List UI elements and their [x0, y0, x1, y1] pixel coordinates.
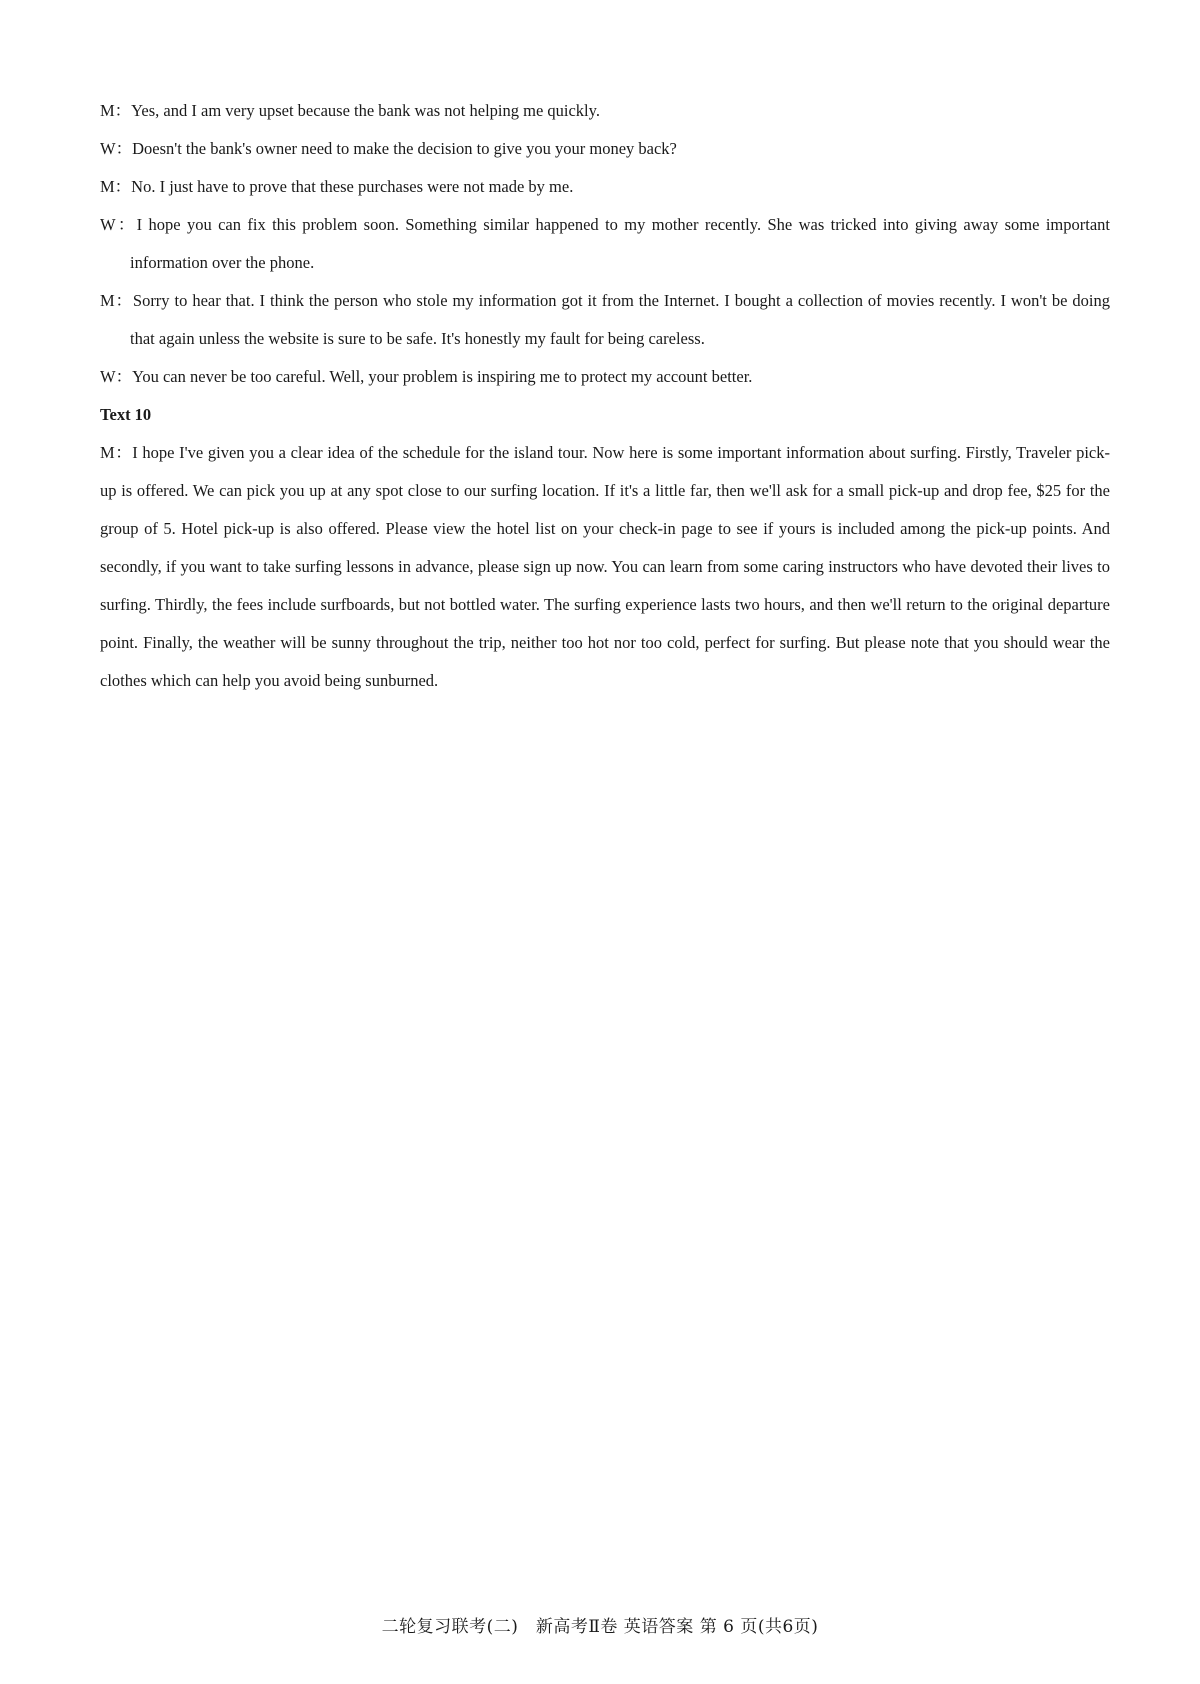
speech-text: No. I just have to prove that these purchases were not made by me. — [131, 177, 574, 196]
section-heading: Text 10 — [100, 405, 152, 424]
speech-text: I hope you can fix this problem soon. Something similar happened to my mother recently. She was tricked into giving away some important information over the phone. — [130, 215, 1111, 272]
speaker-label: W： — [100, 367, 133, 386]
speaker-label: M： — [100, 291, 133, 310]
speech-text: Doesn't the bank's owner need to make the decision to give you your money back? — [132, 139, 677, 158]
speech-text: You can never be too careful. Well, your problem is inspiring me to protect my account better. — [132, 367, 753, 386]
speaker-label: M： — [100, 443, 133, 462]
speaker-label: M： — [100, 101, 132, 120]
monologue-text: I hope I've given you a clear idea of the schedule for the island tour. Now here is some important information about surfing. Firstly, Traveler pick-up is offered. We can pick you up at any spot close to our surfing location. If it's a little far, then we'll ask for a small pick-up and drop fee, $25 for the group of 5. Hotel pick-up is also offered. Please view the hotel list on your check-in page to see if yours is included among the pick-up points. And secondly, if you want to take surfing lessons in advance, please sign up now. You can learn from some caring instructors who have devoted their lives to surfing. Thirdly, the fees include surfboards, but not bottled water. The surfing experience lasts two hours, and then we'll return to the original departure point. Finally, the weather will be sunny throughout the trip, neither too hot nor too cold, perfect for surfing. But please note that you should wear the clothes which can help you avoid being sunburned. — [100, 443, 1110, 690]
speech-text: Sorry to hear that. I think the person who stole my information got it from the Internet. I bought a collection of movies recently. I won't be doing that again unless the website is sure to be safe. It's honestly my fault for being careless. — [130, 291, 1111, 348]
speaker-label: W： — [100, 215, 137, 234]
dialogue-line — [100, 206, 1110, 282]
dialogue-line — [100, 130, 1110, 168]
monologue-paragraph — [100, 434, 1110, 700]
dialogue-line — [100, 282, 1110, 358]
document-body — [100, 92, 1110, 700]
dialogue-line — [100, 358, 1110, 396]
speech-text: Yes, and I am very upset because the bank was not helping me quickly. — [131, 101, 600, 120]
page-footer: 二轮复习联考(二) 新高考Ⅱ卷 英语答案 第 6 页(共6页) — [381, 1617, 819, 1637]
speaker-label: W： — [100, 139, 133, 158]
dialogue-line — [100, 168, 1110, 206]
dialogue-line — [100, 92, 1110, 130]
speaker-label: M： — [100, 177, 132, 196]
